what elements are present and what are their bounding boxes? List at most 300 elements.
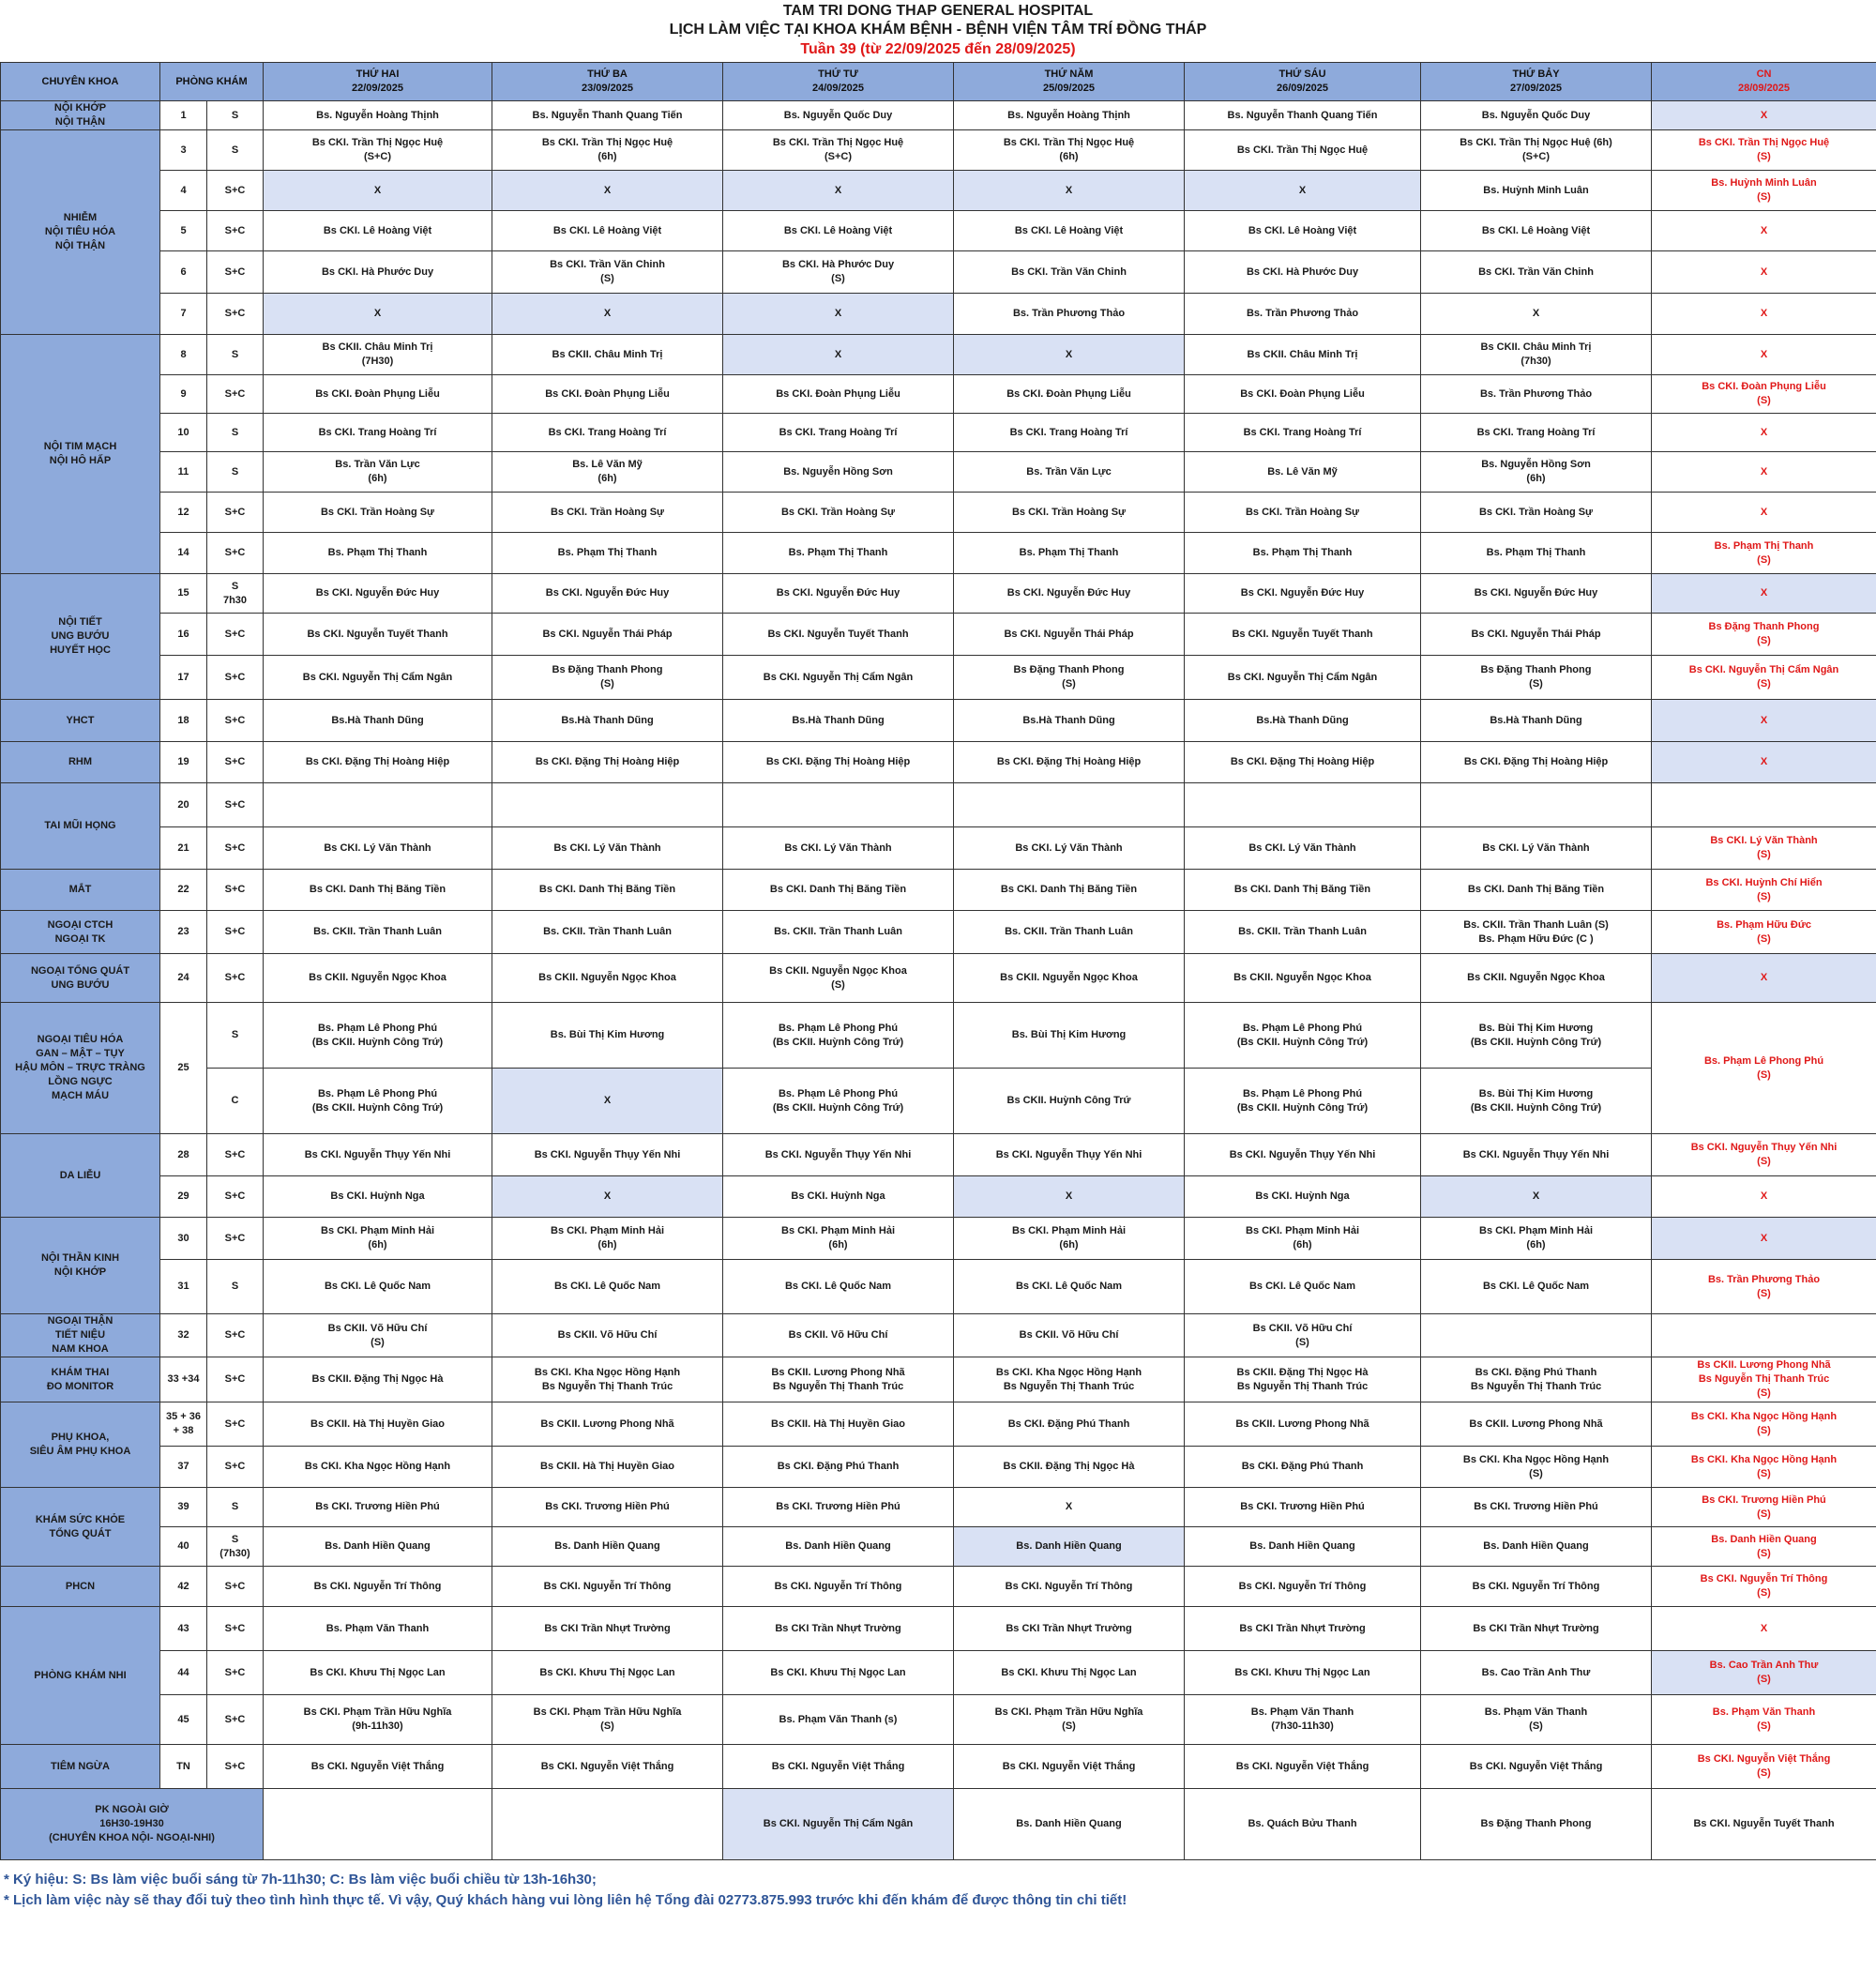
table-row <box>1 1567 1876 1607</box>
table-row <box>1 1488 1876 1527</box>
table-row <box>1 954 1876 1003</box>
specialty-cell: PHỤ KHOA, SIÊU ÂM PHỤ KHOA <box>1 1402 160 1488</box>
schedule-cell: Bs CKI. Nguyễn Thị Cẩm Ngân <box>264 656 492 700</box>
room-number: 28 <box>160 1134 207 1176</box>
schedule-cell: Bs CKI. Nguyễn Thụy Yến Nhi <box>954 1134 1185 1176</box>
schedule-cell: X <box>264 294 492 335</box>
schedule-cell: Bs. Huỳnh Minh Luân <box>1421 171 1652 211</box>
shift-cell: S <box>207 101 264 130</box>
shift-cell: S+C <box>207 1134 264 1176</box>
room-number: 3 <box>160 130 207 171</box>
schedule-cell: Bs CKI Trần Nhựt Trường <box>492 1607 723 1651</box>
schedule-cell: Bs. CKII. Trần Thanh Luân <box>723 911 954 954</box>
schedule-cell: Bs. Danh Hiền Quang <box>1421 1527 1652 1567</box>
schedule-cell: Bs CKI. Trần Hoàng Sự <box>1185 493 1421 533</box>
table-row <box>1 1134 1876 1176</box>
schedule-cell: Bs CKII. Nguyễn Ngọc Khoa <box>264 954 492 1003</box>
schedule-cell: X <box>723 171 954 211</box>
schedule-cell: Bs CKI. Nguyễn Thụy Yến Nhi <box>492 1134 723 1176</box>
room-number: 8 <box>160 335 207 375</box>
schedule-cell: Bs CKI. Danh Thị Băng Tiền <box>1185 870 1421 911</box>
schedule-cell: Bs CKI. Huỳnh Nga <box>1185 1176 1421 1218</box>
schedule-cell: Bs CKI. Đặng Thị Hoàng Hiệp <box>492 742 723 783</box>
shift-cell: S+C <box>207 211 264 251</box>
schedule-cell: Bs CKI Trần Nhựt Trường <box>1421 1607 1652 1651</box>
schedule-cell: Bs CKI. Phạm Minh Hải (6h) <box>492 1218 723 1260</box>
specialty-cell: KHÁM THAI ĐO MONITOR <box>1 1357 160 1402</box>
shift-cell: S+C <box>207 533 264 574</box>
schedule-table <box>0 62 1876 1860</box>
schedule-cell: Bs CKII. Đặng Thị Ngọc Hà <box>954 1447 1185 1488</box>
schedule-cell: Bs CKI. Lý Văn Thành (S) <box>1652 827 1876 870</box>
room-number: 7 <box>160 294 207 335</box>
schedule-cell: Bs CKI. Đặng Thị Hoàng Hiệp <box>1421 742 1652 783</box>
schedule-cell <box>1421 1314 1652 1357</box>
shift-cell: S+C <box>207 1607 264 1651</box>
schedule-cell: Bs CKI. Đặng Phú Thanh <box>1185 1447 1421 1488</box>
schedule-cell: Bs CKI. Đoàn Phụng Liễu <box>264 375 492 414</box>
specialty-cell: PHÒNG KHÁM NHI <box>1 1607 160 1745</box>
room-number: 5 <box>160 211 207 251</box>
schedule-cell: Bs CKI. Nguyễn Đức Huy <box>954 574 1185 614</box>
schedule-cell: X <box>1652 574 1876 614</box>
specialty-cell: TAI MŨI HỌNG <box>1 783 160 870</box>
table-row <box>1 1607 1876 1651</box>
shift-cell: S+C <box>207 375 264 414</box>
room-number: 43 <box>160 1607 207 1651</box>
specialty-cell: NỘI THẦN KINH NỘI KHỚP <box>1 1218 160 1314</box>
schedule-cell: Bs CKII. Châu Minh Trị (7h30) <box>1421 335 1652 375</box>
schedule-cell: Bs CKI. Phạm Minh Hải (6h) <box>1421 1218 1652 1260</box>
schedule-cell: Bs CKI. Phạm Minh Hải (6h) <box>1185 1218 1421 1260</box>
table-row <box>1 783 1876 827</box>
schedule-cell: Bs CKI. Trần Hoàng Sự <box>954 493 1185 533</box>
schedule-cell: Bs CKI. Nguyễn Trí Thông (S) <box>1652 1567 1876 1607</box>
schedule-cell: Bs CKI. Đoàn Phụng Liễu <box>492 375 723 414</box>
schedule-cell: X <box>492 171 723 211</box>
room-number: 40 <box>160 1527 207 1567</box>
room-number: 30 <box>160 1218 207 1260</box>
schedule-cell <box>1421 783 1652 827</box>
schedule-cell: Bs. Phạm Thị Thanh <box>264 533 492 574</box>
specialty-cell: NGOẠI TIÊU HÓA GAN – MẬT – TỤY HẬU MÔN – TRỰC TRÀNG LỒNG NGỰC MẠCH MÁU <box>1 1003 160 1134</box>
schedule-cell: Bs CKI. Nguyễn Tuyết Thanh <box>1185 614 1421 656</box>
schedule-cell: Bs.Hà Thanh Dũng <box>264 700 492 742</box>
schedule-cell: Bs CKI. Nguyễn Thụy Yến Nhi <box>1421 1134 1652 1176</box>
specialty-cell: NỘI TIM MẠCH NỘI HÔ HẤP <box>1 335 160 574</box>
schedule-cell: Bs CKI. Trương Hiền Phú <box>492 1488 723 1527</box>
table-row <box>1 574 1876 614</box>
schedule-cell: Bs CKI. Danh Thị Băng Tiền <box>492 870 723 911</box>
schedule-cell: Bs CKI. Trương Hiền Phú <box>264 1488 492 1527</box>
schedule-cell: Bs CKI. Lê Hoàng Việt <box>492 211 723 251</box>
schedule-cell: Bs CKI. Trang Hoàng Trí <box>723 414 954 452</box>
shift-cell: S (7h30) <box>207 1527 264 1567</box>
schedule-cell: Bs CKI. Nguyễn Thụy Yến Nhi <box>264 1134 492 1176</box>
schedule-cell: X <box>1652 335 1876 375</box>
schedule-cell: X <box>954 335 1185 375</box>
schedule-cell: Bs CKI Trần Nhựt Trường <box>1185 1607 1421 1651</box>
schedule-cell: X <box>954 171 1185 211</box>
room-number: 16 <box>160 614 207 656</box>
schedule-cell: Bs CKI. Danh Thị Băng Tiền <box>264 870 492 911</box>
schedule-cell: Bs CKII. Hà Thị Huyền Giao <box>723 1402 954 1447</box>
table-row <box>1 211 1876 251</box>
schedule-cell: Bs CKII. Lương Phong Nhã Bs Nguyễn Thị Thanh Trúc (S) <box>1652 1357 1876 1402</box>
schedule-cell: Bs. Huỳnh Minh Luân (S) <box>1652 171 1876 211</box>
schedule-cell: Bs CKI. Trần Văn Chinh <box>954 251 1185 294</box>
specialty-cell: NGOẠI THẬN TIẾT NIỆU NAM KHOA <box>1 1314 160 1357</box>
schedule-cell: Bs CKI. Lê Hoàng Việt <box>1421 211 1652 251</box>
schedule-cell: Bs CKI. Hà Phước Duy (S) <box>723 251 954 294</box>
schedule-cell: Bs CKI. Lý Văn Thành <box>1421 827 1652 870</box>
schedule-cell: Bs CKI. Nguyễn Việt Thắng <box>954 1745 1185 1789</box>
schedule-cell: Bs CKI. Nguyễn Thái Pháp <box>492 614 723 656</box>
schedule-cell: Bs CKII. Võ Hữu Chí <box>723 1314 954 1357</box>
table-row <box>1 1357 1876 1402</box>
schedule-cell: Bs CKI. Lê Quốc Nam <box>1185 1260 1421 1314</box>
schedule-cell: Bs. Trần Văn Lực (6h) <box>264 452 492 493</box>
room-number: 31 <box>160 1260 207 1314</box>
schedule-cell: Bs CKI. Lê Quốc Nam <box>723 1260 954 1314</box>
room-number: 15 <box>160 574 207 614</box>
room-number <box>264 1789 492 1860</box>
shift-cell: S+C <box>207 1176 264 1218</box>
schedule-cell: Bs CKI. Kha Ngọc Hồng Hạnh <box>264 1447 492 1488</box>
schedule-cell: Bs. Phạm Văn Thanh <box>264 1607 492 1651</box>
schedule-cell: Bs. Trần Phương Thảo (S) <box>1652 1260 1876 1314</box>
schedule-cell: Bs CKI. Nguyễn Tuyết Thanh <box>1652 1789 1876 1860</box>
table-row <box>1 1745 1876 1789</box>
schedule-cell: Bs. Danh Hiền Quang <box>723 1527 954 1567</box>
schedule-cell: Bs. Nguyễn Hoàng Thịnh <box>954 101 1185 130</box>
room-number: 17 <box>160 656 207 700</box>
schedule-cell: Bs. Phạm Thị Thanh <box>723 533 954 574</box>
schedule-cell: Bs CKI. Trần Thị Ngọc Huệ (S) <box>1652 130 1876 171</box>
shift-cell: S <box>207 335 264 375</box>
schedule-cell: Bs. Trần Phương Thảo <box>954 294 1185 335</box>
schedule-cell: Bs. Phạm Hữu Đức (S) <box>1652 911 1876 954</box>
schedule-cell: Bs CKI. Kha Ngọc Hồng Hạnh Bs Nguyễn Thị Thanh Trúc <box>954 1357 1185 1402</box>
schedule-cell: Bs CKI. Trần Hoàng Sự <box>492 493 723 533</box>
schedule-cell: Bs. Danh Hiền Quang <box>264 1527 492 1567</box>
column-header-day: THỨ SÁU 26/09/2025 <box>1185 63 1421 101</box>
schedule-cell: Bs CKI. Nguyễn Trí Thông <box>723 1567 954 1607</box>
schedule-cell: X <box>1652 452 1876 493</box>
schedule-cell: Bs. Nguyễn Hồng Sơn <box>723 452 954 493</box>
schedule-cell: X <box>1421 294 1652 335</box>
schedule-cell: Bs CKI. Đặng Thị Hoàng Hiệp <box>723 742 954 783</box>
table-row <box>1 911 1876 954</box>
page-header <box>0 0 1876 62</box>
table-row <box>1 1447 1876 1488</box>
shift-cell: S+C <box>207 911 264 954</box>
schedule-cell: Bs CKI. Lê Quốc Nam <box>954 1260 1185 1314</box>
schedule-cell <box>492 783 723 827</box>
schedule-cell: Bs. Phạm Lê Phong Phú (Bs CKII. Huỳnh Công Trứ) <box>264 1003 492 1069</box>
schedule-cell: Bs CKI. Nguyễn Việt Thắng <box>492 1745 723 1789</box>
room-number: 23 <box>160 911 207 954</box>
table-row <box>1 1003 1876 1069</box>
schedule-cell: Bs CKI. Đoàn Phụng Liễu <box>1185 375 1421 414</box>
schedule-cell: X <box>723 294 954 335</box>
table-row <box>1 742 1876 783</box>
schedule-cell: Bs. Trần Văn Lực <box>954 452 1185 493</box>
specialty-cell: DA LIỄU <box>1 1134 160 1218</box>
schedule-cell: Bs CKII. Lương Phong Nhã <box>1421 1402 1652 1447</box>
schedule-cell: Bs CKII. Châu Minh Trị <box>492 335 723 375</box>
shift-cell: S+C <box>207 1567 264 1607</box>
schedule-cell: Bs CKI. Đặng Thị Hoàng Hiệp <box>264 742 492 783</box>
schedule-cell: Bs CKI. Nguyễn Thụy Yến Nhi <box>1185 1134 1421 1176</box>
schedule-cell: Bs CKI. Nguyễn Việt Thắng (S) <box>1652 1745 1876 1789</box>
schedule-cell: Bs. Danh Hiền Quang <box>1185 1527 1421 1567</box>
schedule-cell: Bs. Phạm Lê Phong Phú (S) <box>1652 1003 1876 1134</box>
room-number: 33 +34 <box>160 1357 207 1402</box>
schedule-cell <box>264 783 492 827</box>
schedule-cell: X <box>492 1176 723 1218</box>
schedule-cell: Bs. Nguyễn Thanh Quang Tiến <box>1185 101 1421 130</box>
room-number: 37 <box>160 1447 207 1488</box>
schedule-cell: X <box>1652 493 1876 533</box>
schedule-cell: Bs CKII. Hà Thị Huyền Giao <box>264 1402 492 1447</box>
schedule-cell: Bs CKI. Trần Thị Ngọc Huệ (6h) <box>954 130 1185 171</box>
schedule-cell: Bs Đặng Thanh Phong <box>1421 1789 1652 1860</box>
column-header-specialty: CHUYÊN KHOA <box>1 63 160 101</box>
schedule-cell: X <box>264 171 492 211</box>
room-number: 24 <box>160 954 207 1003</box>
schedule-cell: Bs CKI. Trang Hoàng Trí <box>264 414 492 452</box>
schedule-cell: Bs CKII. Châu Minh Trị <box>1185 335 1421 375</box>
schedule-cell: Bs. Quách Bửu Thanh <box>1185 1789 1421 1860</box>
schedule-cell: Bs. Phạm Thị Thanh <box>1421 533 1652 574</box>
schedule-cell: Bs. Trần Phương Thảo <box>1185 294 1421 335</box>
shift-cell: S+C <box>207 614 264 656</box>
column-header-day: THỨ BẢY 27/09/2025 <box>1421 63 1652 101</box>
schedule-cell: Bs CKI. Nguyễn Tuyết Thanh <box>264 614 492 656</box>
schedule-cell: Bs. Phạm Thị Thanh <box>1185 533 1421 574</box>
room-number: 21 <box>160 827 207 870</box>
schedule-cell: Bs CKI. Nguyễn Đức Huy <box>1185 574 1421 614</box>
schedule-cell: Bs CKII. Đặng Thị Ngọc Hà <box>264 1357 492 1402</box>
schedule-cell: Bs CKI. Trương Hiền Phú <box>723 1488 954 1527</box>
schedule-cell: Bs CKI. Huỳnh Nga <box>264 1176 492 1218</box>
schedule-cell: Bs CKI. Lý Văn Thành <box>492 827 723 870</box>
column-header-day: THỨ NĂM 25/09/2025 <box>954 63 1185 101</box>
schedule-cell: Bs CKI. Trương Hiền Phú <box>1185 1488 1421 1527</box>
schedule-cell <box>954 783 1185 827</box>
schedule-cell: Bs CKI. Huỳnh Chí Hiển (S) <box>1652 870 1876 911</box>
table-row <box>1 1260 1876 1314</box>
room-number: 6 <box>160 251 207 294</box>
schedule-cell: Bs. Phạm Thị Thanh (S) <box>1652 533 1876 574</box>
column-header-day: THỨ BA 23/09/2025 <box>492 63 723 101</box>
schedule-cell: Bs CKI. Nguyễn Việt Thắng <box>264 1745 492 1789</box>
schedule-cell: Bs. Lê Văn Mỹ (6h) <box>492 452 723 493</box>
table-row <box>1 700 1876 742</box>
room-number: 4 <box>160 171 207 211</box>
schedule-cell: Bs. Nguyễn Hoàng Thịnh <box>264 101 492 130</box>
schedule-cell: Bs CKI. Khưu Thị Ngọc Lan <box>492 1651 723 1695</box>
schedule-cell: Bs CKII. Võ Hữu Chí <box>492 1314 723 1357</box>
table-row <box>1 1789 1876 1860</box>
table-row <box>1 827 1876 870</box>
column-header-day: CN 28/09/2025 <box>1652 63 1876 101</box>
schedule-cell: Bs CKI. Trần Thị Ngọc Huệ (6h) <box>492 130 723 171</box>
shift-cell: S+C <box>207 171 264 211</box>
schedule-cell: Bs. Nguyễn Quốc Duy <box>723 101 954 130</box>
schedule-cell: Bs. Bùi Thị Kim Hương <box>492 1003 723 1069</box>
schedule-cell: Bs CKI. Hà Phước Duy <box>264 251 492 294</box>
table-row <box>1 171 1876 211</box>
schedule-cell: Bs. Phạm Văn Thanh (S) <box>1652 1695 1876 1745</box>
schedule-cell: Bs CKI. Lý Văn Thành <box>723 827 954 870</box>
schedule-cell: Bs CKI. Trần Hoàng Sự <box>264 493 492 533</box>
table-row <box>1 1695 1876 1745</box>
schedule-cell: Bs. CKII. Trần Thanh Luân <box>492 911 723 954</box>
shift-cell: S+C <box>207 954 264 1003</box>
schedule-cell: Bs CKII. Huỳnh Công Trứ <box>954 1069 1185 1134</box>
hospital-name: TAM TRI DONG THAP GENERAL HOSPITAL <box>782 3 1094 19</box>
shift-cell: S <box>207 130 264 171</box>
room-number: 14 <box>160 533 207 574</box>
schedule-cell: Bs.Hà Thanh Dũng <box>1185 700 1421 742</box>
schedule-cell: X <box>1185 171 1421 211</box>
schedule-cell: Bs CKI. Khưu Thị Ngọc Lan <box>264 1651 492 1695</box>
schedule-cell: Bs. CKII. Trần Thanh Luân (S) Bs. Phạm Hữu Đức (C ) <box>1421 911 1652 954</box>
schedule-cell: Bs CKII. Nguyễn Ngọc Khoa <box>1421 954 1652 1003</box>
shift-cell: S+C <box>207 742 264 783</box>
table-row <box>1 1176 1876 1218</box>
schedule-cell: Bs CKI. Nguyễn Tuyết Thanh <box>723 614 954 656</box>
schedule-cell: Bs CKI. Trần Thị Ngọc Huệ (S+C) <box>723 130 954 171</box>
schedule-cell: Bs CKI. Lê Quốc Nam <box>264 1260 492 1314</box>
schedule-cell: Bs CKI. Lê Hoàng Việt <box>723 211 954 251</box>
schedule-cell: Bs. Phạm Thị Thanh <box>954 533 1185 574</box>
schedule-cell: X <box>1652 294 1876 335</box>
schedule-cell: Bs. Nguyễn Quốc Duy <box>1421 101 1652 130</box>
table-row <box>1 294 1876 335</box>
room-number: 44 <box>160 1651 207 1695</box>
specialty-cell: TIÊM NGỪA <box>1 1745 160 1789</box>
schedule-cell: Bs CKI. Huỳnh Nga <box>723 1176 954 1218</box>
schedule-cell: X <box>1652 251 1876 294</box>
schedule-cell: Bs CKI. Nguyễn Trí Thông <box>264 1567 492 1607</box>
schedule-cell: Bs CKI. Nguyễn Thụy Yến Nhi (S) <box>1652 1134 1876 1176</box>
schedule-cell: Bs CKI. Nguyễn Việt Thắng <box>1421 1745 1652 1789</box>
schedule-cell: Bs CKII. Võ Hữu Chí (S) <box>1185 1314 1421 1357</box>
schedule-cell: X <box>1421 1176 1652 1218</box>
schedule-cell: Bs. Trần Phương Thảo <box>1421 375 1652 414</box>
schedule-cell: Bs CKI. Trang Hoàng Trí <box>492 414 723 452</box>
schedule-cell: X <box>954 1488 1185 1527</box>
specialty-cell: NỘI TIẾT UNG BƯỚU HUYẾT HỌC <box>1 574 160 700</box>
room-number: 18 <box>160 700 207 742</box>
schedule-cell: Bs CKI. Trang Hoàng Trí <box>1185 414 1421 452</box>
schedule-cell: X <box>1652 211 1876 251</box>
room-number: 12 <box>160 493 207 533</box>
schedule-title: LỊCH LÀM VIỆC TẠI KHOA KHÁM BỆNH - BỆNH VIỆN TÂM TRÍ ĐỒNG THÁP <box>669 22 1207 38</box>
room-number: 39 <box>160 1488 207 1527</box>
shift-cell: S 7h30 <box>207 574 264 614</box>
schedule-cell: X <box>1652 1218 1876 1260</box>
shift-cell: S+C <box>207 1695 264 1745</box>
schedule-cell: Bs CKI. Lý Văn Thành <box>1185 827 1421 870</box>
schedule-cell: Bs CKI. Nguyễn Trí Thông <box>954 1567 1185 1607</box>
schedule-cell: Bs CKI. Trang Hoàng Trí <box>1421 414 1652 452</box>
schedule-cell: Bs CKII. Võ Hữu Chí <box>954 1314 1185 1357</box>
shift-cell: S+C <box>207 251 264 294</box>
schedule-cell: X <box>1652 1176 1876 1218</box>
schedule-cell: Bs CKI. Nguyễn Đức Huy <box>492 574 723 614</box>
room-number: 22 <box>160 870 207 911</box>
schedule-cell: Bs CKI. Trần Thị Ngọc Huệ (S+C) <box>264 130 492 171</box>
schedule-cell: Bs. Bùi Thị Kim Hương (Bs CKII. Huỳnh Công Trứ) <box>1421 1003 1652 1069</box>
schedule-cell: Bs. Danh Hiền Quang (S) <box>1652 1527 1876 1567</box>
contact-note: * Lịch làm việc này sẽ thay đổi tuỳ theo tình hình thực tế. Vì vậy, Quý khách hàng vui lòng liên hệ Tổng đài 02773.875.993 trước khi đến khám để được thông tin chi tiết! <box>4 1892 1127 1908</box>
schedule-cell: X <box>954 1176 1185 1218</box>
footer-notes <box>0 1860 1876 1911</box>
schedule-cell: Bs. Danh Hiền Quang <box>492 1527 723 1567</box>
schedule-cell <box>723 783 954 827</box>
schedule-cell: Bs CKII. Lương Phong Nhã <box>492 1402 723 1447</box>
schedule-cell: X <box>1652 1607 1876 1651</box>
schedule-cell: Bs Đặng Thanh Phong (S) <box>954 656 1185 700</box>
shift-cell <box>492 1789 723 1860</box>
shift-cell: S+C <box>207 1218 264 1260</box>
schedule-cell: X <box>1652 414 1876 452</box>
schedule-cell: Bs CKI. Đặng Phú Thanh <box>954 1402 1185 1447</box>
table-row <box>1 375 1876 414</box>
schedule-cell <box>1652 783 1876 827</box>
schedule-cell: Bs CKI. Đặng Thị Hoàng Hiệp <box>954 742 1185 783</box>
specialty-cell: PHCN <box>1 1567 160 1607</box>
schedule-cell: Bs. Nguyễn Hồng Sơn (6h) <box>1421 452 1652 493</box>
schedule-cell: Bs CKI. Danh Thị Băng Tiền <box>723 870 954 911</box>
room-number: 10 <box>160 414 207 452</box>
schedule-cell: Bs. Cao Trần Anh Thư <box>1421 1651 1652 1695</box>
shift-cell: S+C <box>207 294 264 335</box>
table-row <box>1 335 1876 375</box>
schedule-cell: Bs.Hà Thanh Dũng <box>1421 700 1652 742</box>
schedule-cell: Bs CKI. Lý Văn Thành <box>954 827 1185 870</box>
schedule-cell <box>1652 1314 1876 1357</box>
schedule-cell: Bs CKI. Lê Quốc Nam <box>1421 1260 1652 1314</box>
schedule-cell: Bs. Phạm Lê Phong Phú (Bs CKII. Huỳnh Công Trứ) <box>1185 1003 1421 1069</box>
schedule-cell: X <box>723 335 954 375</box>
schedule-cell: Bs CKI. Trần Hoàng Sự <box>1421 493 1652 533</box>
specialty-cell: NGOẠI CTCH NGOẠI TK <box>1 911 160 954</box>
column-header-day: THỨ TƯ 24/09/2025 <box>723 63 954 101</box>
table-row <box>1 656 1876 700</box>
table-row <box>1 1527 1876 1567</box>
column-header-day: THỨ HAI 22/09/2025 <box>264 63 492 101</box>
schedule-cell: Bs CKI Trần Nhựt Trường <box>954 1607 1185 1651</box>
room-number: TN <box>160 1745 207 1789</box>
legend-note: * Ký hiệu: S: Bs làm việc buổi sáng từ 7h-11h30; C: Bs làm việc buổi chiều từ 13h-16h30; <box>4 1872 597 1887</box>
schedule-cell: Bs CKI. Đoàn Phụng Liễu <box>723 375 954 414</box>
schedule-cell: X <box>1652 954 1876 1003</box>
week-range: Tuần 39 (từ 22/09/2025 đến 28/09/2025) <box>800 41 1076 57</box>
schedule-cell: Bs CKI. Khưu Thị Ngọc Lan <box>1185 1651 1421 1695</box>
schedule-cell: Bs CKI. Lê Hoàng Việt <box>264 211 492 251</box>
schedule-cell: Bs CKI. Danh Thị Băng Tiền <box>1421 870 1652 911</box>
shift-cell: S+C <box>207 1651 264 1695</box>
shift-cell: S <box>207 1260 264 1314</box>
schedule-cell: Bs Đặng Thanh Phong (S) <box>492 656 723 700</box>
schedule-cell: Bs CKI. Trần Văn Chinh <box>1421 251 1652 294</box>
schedule-cell: Bs CKI. Đoàn Phụng Liễu <box>954 375 1185 414</box>
